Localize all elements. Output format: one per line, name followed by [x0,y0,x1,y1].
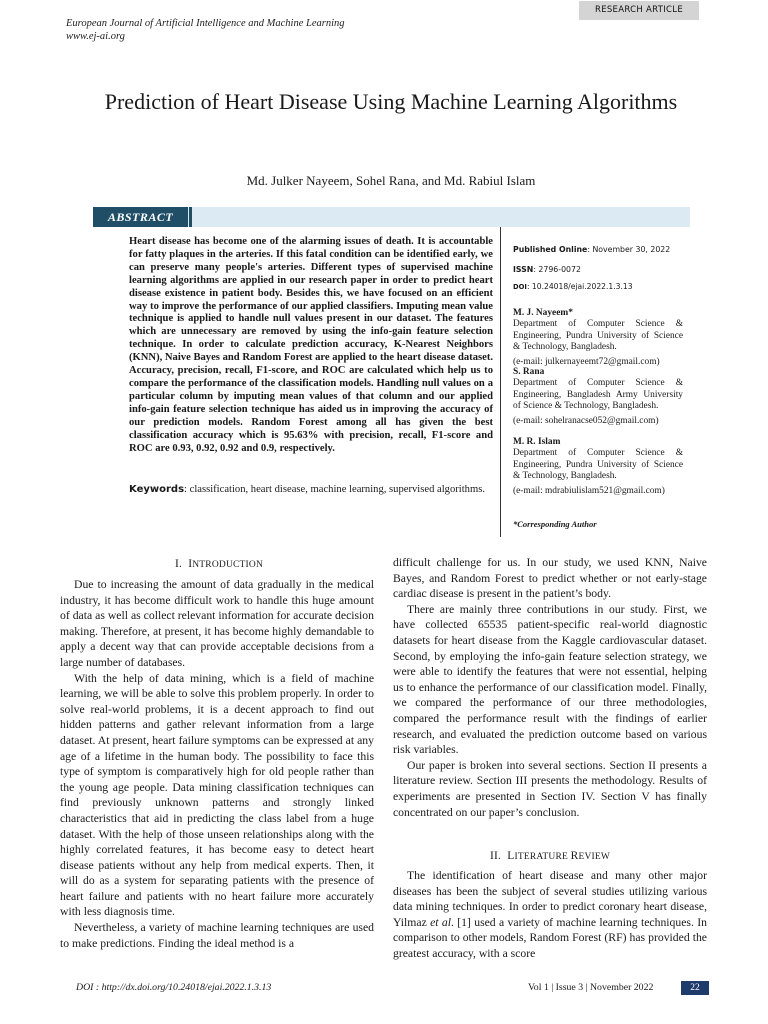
section-title-rest: NTRODUCTION [192,560,264,570]
author-block-1 [513,308,683,368]
paragraph: Due to increasing the amount of data gradually in the medical industry, it has become difficult work to handle this huge amount of data as well as collect relevant information for accurate decision making. Therefore, at present, it has become highly demandable to apply a decent way that can provide acceptable decisions from a large number of databases. [60,578,374,669]
published-date: : November 30, 2022 [587,245,671,254]
author-affiliation: Department of Computer Science & Engineering, Pundra University of Science & Technology, Bangladesh. [513,448,683,482]
author-name: M. R. Islam [513,437,561,447]
et-al: et al [430,915,451,929]
journal-header [66,17,345,43]
abstract-text: Heart disease has become one of the alarming issues of death. It is accountable for fatty plaques in the arteries. If this fatal condition can be identified early, we can preserve many people's arteries. Different types of supervised machine learning algorithms are applied in our research paper in order to predict heart disease existence in patient body. Besides this, we have focused on an efficient way to improve the performance of our applied classifiers. Imputing mean value technique is applied to handle null values present in our dataset. The features which are unnecessary are removed by using the info-gain feature selection technique. In order to calculate prediction accuracy, K-Nearest Neighbors (KNN), Naive Bayes and Random Forest are applied to the heart disease dataset. Accuracy, precision, recall, F1-score, and ROC are calculated which help us to compare the performance of the classification models. Handling null values on a particular column by imputing mean values of that column and our applied info-gain feature selection technique has aided us in improving the accuracy of our prediction models. Random Forest among all has given the best classification accuracy which is 95.63% with precision, recall, F1-score and ROC are 0.93, 0.92, 0.92 and 0.9, respectively. [129,236,493,454]
author-email[interactable]: (e-mail: julkernayeemt72@gmail.com) [513,356,660,367]
doi-label: DOI [513,283,527,291]
journal-url[interactable]: www.ej-ai.org [66,31,125,42]
section-heading-introduction [64,558,374,570]
issn-value: : 2796-0072 [533,265,581,274]
doi [513,281,683,293]
published-label: Published Online [513,245,588,254]
paragraph [393,868,707,962]
right-column-bottom [393,868,707,962]
issn [513,264,683,275]
paragraph: With the help of data mining, which is a field of machine learning, we will be able to solve this problem properly. In order to solve real-world problems, it is a decent approach to find out hidden patterns and gather relevant information from a large dataset. At present, heart failure symptoms can be expressed at any age of a lifetime in the human body. The possibility to face this type of symptom is comparatively high for old people rather than the young age people. Data mining classification techniques can find previously unknown patterns and strongly linked characteristics that aid in predicting the class label from a huge dataset. With the help of those unseen relationships along with the highly correlated features, it has become easy to detect heart disease patients without any help from medical experts. Then, it will do as a system for separating patients with the presence of heart failure and patients with no heart failure more accurately with less diagnosis time. [60,671,374,919]
right-column-top [393,555,707,820]
author-affiliation: Department of Computer Science & Engineering, Bangladesh Army University of Science & Technology, Bangladesh. [513,378,683,412]
section-title-rest-2: EVIEW [578,852,611,862]
published-online [513,244,683,255]
author-name: S. Rana [513,367,545,377]
footer-volume: Vol 1 | Issue 3 | November 2022 [528,982,654,993]
corresponding-author-note: *Corresponding Author [513,519,597,529]
column-divider [500,227,501,537]
section-title-initial: L [507,850,515,862]
paragraph-part: The identification of heart disease and many other major diseases has been the subject of several studies utilizing various data mining techniques. In order to predict coronary heart disease, Yilmaz [393,869,707,929]
section-title-rest: ITERATURE [514,852,571,862]
section-number: I. [174,558,183,570]
paper-title: Prediction of Heart Disease Using Machine Learning Algorithms [104,89,678,114]
author-affiliation: Department of Computer Science & Engineering, Pundra University of Science & Technology, Bangladesh. [513,319,683,353]
doi-value[interactable]: : 10.24018/ejai.2022.1.3.13 [526,282,633,291]
left-column [60,577,374,951]
paragraph: Our paper is broken into several sections. Section II presents a literature review. Section III presents the methodology. Results of experiments are presented in Section IV. Section V has finally concentrated on our paper’s conclusion. [393,758,707,819]
author-email[interactable]: (e-mail: sohelranacse052@gmail.com) [513,415,659,426]
author-block-3 [513,437,683,497]
footer-doi[interactable]: DOI : http://dx.doi.org/10.24018/ejai.2022.1.3.13 [76,982,272,993]
issn-label: ISSN [513,265,534,274]
article-type-badge: RESEARCH ARTICLE [579,1,699,20]
author-name: M. J. Nayeem* [513,308,573,318]
keywords-list: : classification, heart disease, machine learning, supervised algorithms. [184,484,485,495]
paragraph-part: . [1] used a variety of machine learning techniques. In comparison to other models, Random Forest (RF) has provided the greatest accuracy, with a score [393,915,707,960]
keywords [129,483,490,496]
paragraph: Nevertheless, a variety of machine learning techniques are used to make predictions. Finding the ideal method is a [60,921,374,950]
section-title-initial: I [188,558,193,570]
abstract-label: ABSTRACT [93,207,188,227]
section-number: II. [489,850,502,862]
section-title-initial-2: R [570,850,579,862]
journal-name: European Journal of Artificial Intelligence and Machine Learning [66,18,345,29]
section-heading-literature-review [393,850,707,862]
page-number: 22 [681,981,709,995]
paper-authors: Md. Julker Nayeem, Sohel Rana, and Md. Rabiul Islam [246,173,536,188]
author-email[interactable]: (e-mail: mdrabiulislam521@gmail.com) [513,485,665,496]
paragraph: difficult challenge for us. In our study, we used KNN, Naive Bayes, and Random Forest to predict whether or not early-stage cardiac disease is present in the patient’s body. [393,556,707,601]
paragraph: There are mainly three contributions in our study. First, we have collected 65535 patient-specific real-world diagnostic datasets for heart disease from the Kaggle cardiovascular dataset. Second, by employing the info-gain feature selection strategy, we were able to identify the features that were not essential, helping us to enhance the performance of our classification model. Finally, we compared the performance of our three methodologies, compared the performance result with the findings of earlier research, and evaluated the prediction outcome based on various risk variables. [393,602,707,757]
keywords-label: Keywords [129,484,185,495]
author-block-2 [513,367,683,427]
